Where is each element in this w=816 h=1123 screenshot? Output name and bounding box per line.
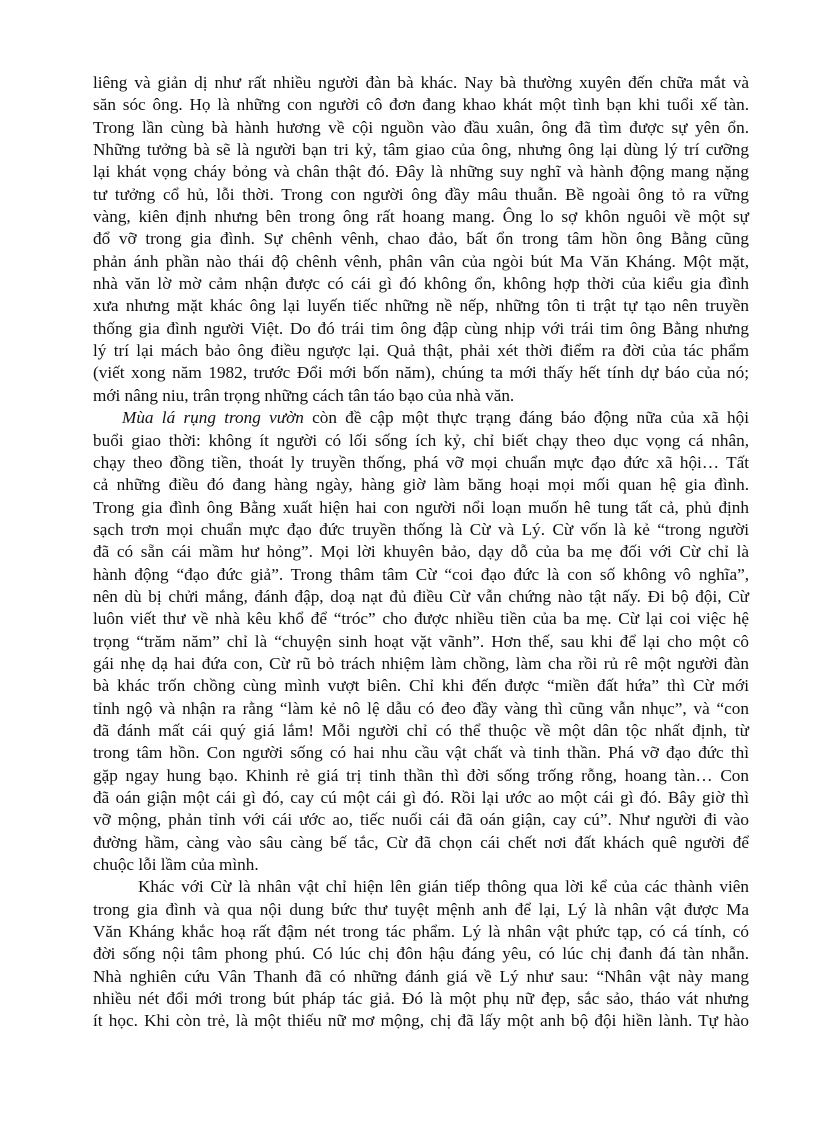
text-line: đời sống nội tâm phong phú. Có lúc chị đôn hậu đáng yêu, có lúc chị đanh đá tàn nhẫn. [93,944,749,964]
text-line: gái nhẹ dạ hai đứa con, Cừ rũ bỏ trách nhiệm làm chồng, làm cha rồi rủ rê một người đàn [93,653,749,673]
text-line: nên dù bị chửi mắng, đánh đập, doạ nạt đủ điều Cừ vẫn chứng nào tật nấy. Đi bộ đội, Cừ [93,586,749,606]
text-line: Khác với Cừ là nhân vật chỉ hiện lên gián tiếp thông qua lời kể của các thành viên [138,877,749,897]
text-line: chuộc lỗi lầm của mình. [93,855,259,875]
text-line: cả những điều đó đang hàng ngày, hàng giờ làm băng hoại mọi mối quan hệ gia đình. [93,475,749,495]
text-line [93,407,749,429]
text-line: đã có sẵn cái mầm hư hỏng”. Mọi lời khuyên bảo, dạy dỗ của ba mẹ đối với Cừ chỉ là [93,542,749,562]
text-line: săn sóc ông. Họ là những con người cô đơn đang khao khát một tình bạn khi tuổi xế tàn. [93,95,749,115]
text-line: xưa nhưng mặt khác ông lại luyến tiếc những nề nếp, những tôn ti trật tự tạo nên truyền [93,296,749,316]
text-line: tư tưởng cổ hủ, lỗi thời. Trong con người ông đầy mâu thuẫn. Bề ngoài ông tỏ ra vững [93,184,749,204]
text-line: Trong lần cùng bà hành hương về cội nguồn vào đầu xuân, ông đã tìm được sự yên ổn. [93,117,749,137]
text-line: hành động “đạo đức giả”. Trong thâm tâm Cừ “coi đạo đức là con số không vô nghĩa”, [93,564,749,584]
paragraph-1 [93,72,749,407]
text-line: gặp ngay hung bạo. Khinh rẻ giá trị tinh thần thì đời sống trống rỗng, hoang tàn… Con [93,765,749,785]
text-line: thống gia đình người Việt. Do đó trái tim ông đập cùng nhịp với trái tim ông Bằng nhưng [93,318,749,338]
text-line: trọng “trăm năm” chỉ là “chuyện sinh hoạt vặt vãnh”. Hơn thế, sau khi để lại cho một cô [93,631,749,651]
text-line: bà khác trốn chồng cùng mình vượt biên. Chỉ khi đến được “miền đất hứa” thì Cừ mới [93,676,749,696]
text-line: lý trí lại mách bảo ông điều ngược lại. Quả thật, phải xét thời điểm ra đời của tác phẩm [93,341,749,361]
text-line: ít học. Khi còn trẻ, là một thiếu nữ mơ mộng, chị đã lấy một anh bộ đội hiền lành. Tự hào [93,1011,749,1031]
paragraph-2 [93,407,749,876]
text-line: phản ánh phần nào thái độ chênh vênh, phân vân của ngòi bút Ma Văn Kháng. Một mặt, [93,251,749,271]
text-line: đã đánh mất cái quý giá lắm! Mỗi người chỉ có thể thuộc về một dân tộc nhất định, từ [93,720,749,740]
text-line: mới nâng niu, trân trọng những cách tân táo bạo của nhà văn. [93,385,515,405]
text-line: Trong gia đình ông Bằng xuất hiện hai con người nổi loạn muốn hê tung tất cả, phủ định [93,497,749,517]
text-line: đã oán giận một cái gì đó, cay cú một cái gì đó. Rồi lại ước ao một cái gì đó. Bây giờ thì [93,788,749,807]
text-line: trong gia đình và qua nội dung bức thư tuyệt mệnh anh để lại, Lý là nhân vật được Ma [93,899,749,919]
text-line: sạch trơn mọi chuẩn mực đạo đức truyền thống là Cừ và Lý. Cừ vốn là kẻ “trong người [93,519,749,539]
text-line: liêng và giản dị như rất nhiều người đàn bà khác. Nay bà thường xuyên đến chữa mắt và [93,73,749,92]
text-line: luôn viết thư về nhà kêu khổ để “tróc” cho được nhiều tiền của ba mẹ. Cừ lại coi việc hệ [93,609,749,629]
text-line: nhiều nét đổi mới trong bút pháp tác giả. Đó là một phụ nữ đẹp, sắc sảo, tháo vát nhưng [93,989,749,1009]
text-line: trong tâm hồn. Con người sống có hai nhu cầu vật chất và tinh thần. Phá vỡ đạo đức thì [93,743,749,763]
text-line: tỉnh ngộ và nhận ra rằng “làm kẻ nô lệ dẫu có đeo đầy vàng thì cũng vẫn nhục”, và “con [93,698,749,718]
text-line: (viết xong năm 1982, trước Đổi mới bốn năm), chúng ta mới thấy hết tính dự báo của nó; [93,363,749,383]
text-line: chạy theo đồng tiền, thoát ly truyền thống, phá vỡ mọi chuẩn mực đạo đức xã hội… Tất [93,452,749,472]
document-page [93,72,749,1033]
text-line-rest: còn đề cập một thực trạng đáng báo động nữa của xã hội [303,408,749,428]
text-line: đổ vỡ trong gia đình. Sự chênh vênh, chao đảo, bất ổn trong tâm hồn ông Bằng cũng [93,229,749,249]
text-line: Văn Kháng khắc hoạ rất đậm nét trong tác phẩm. Lý là nhân vật phức tạp, có cá tính, có [93,922,749,942]
text-line: Những tưởng bà sẽ là người bạn tri kỷ, tâm giao của ông, nhưng ông lại dùng lý trí cưỡng [93,140,749,160]
text-line: nhà văn lờ mờ cảm nhận được có cái gì đó không ổn, không hợp thời của kiểu gia đình [93,274,749,294]
paragraph-3 [93,876,749,1032]
text-line: Nhà nghiên cứu Vân Thanh đã có những đánh giá về Lý như sau: “Nhân vật này mang [93,966,749,986]
text-line: buổi giao thời: không ít người có lối sống ích kỷ, chỉ biết chạy theo dục vọng cá nhân, [93,430,749,450]
text-line: vàng, kiên định nhưng bên trong ông rất hoang mang. Ông lo sợ khôn nguôi về một sự [93,207,749,227]
text-line: đường hầm, càng vào sâu càng bế tắc, Cừ đã chọn cái chết nơi đất khách quê người để [93,832,749,852]
text-line: vỡ mộng, phản tỉnh với cái ước ao, tiếc nuối cái đã oán giận, cay cú”. Như người đi vào [93,810,749,830]
text-line: lại khát vọng cháy bỏng và chân thật đó. Đây là những suy nghĩ và hành động mang nặng [93,162,749,182]
book-title: Mùa lá rụng trong vườn [122,408,304,428]
